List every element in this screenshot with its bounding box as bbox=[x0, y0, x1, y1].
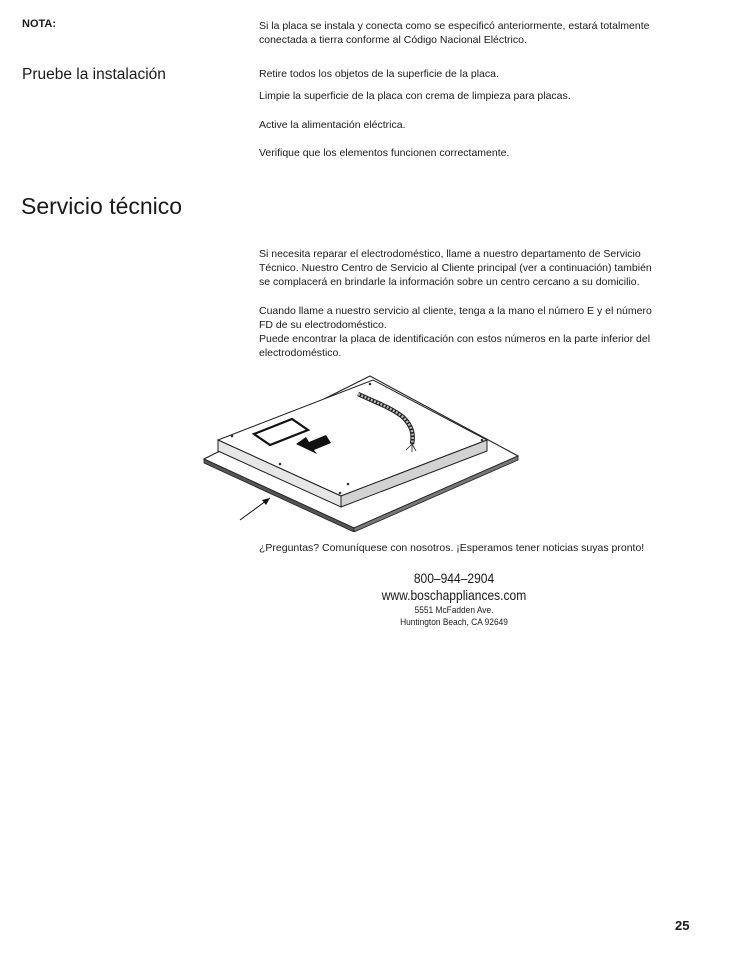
test-step: Active la alimentación eléctrica. bbox=[259, 119, 406, 131]
cooktop-underside-illustration bbox=[200, 372, 520, 532]
phone-number: 800–944–2904 bbox=[413, 570, 495, 586]
service-text-line: Puede encontrar la placa de identificación con estos números en la parte inferior del bbox=[259, 333, 651, 345]
service-text-line: se complacerá en brindarle la información sobre un centro cercano a su domicilio. bbox=[259, 276, 640, 288]
test-step: Limpie la superficie de la placa con crema de limpieza para placas. bbox=[259, 90, 571, 102]
service-text-line: Si necesita reparar el electrodoméstico, llame a nuestro departamento de Servicio bbox=[259, 248, 641, 260]
service-paragraph-1 bbox=[259, 247, 719, 289]
questions-text: ¿Preguntas? Comuníquese con nosotros. ¡Esperamos tener noticias suyas pronto! bbox=[259, 542, 645, 554]
page-number: 25 bbox=[675, 918, 690, 933]
nota-text-line: Si la placa se instala y conecta como se especificó anteriormente, estará totalmente bbox=[259, 20, 650, 32]
screw-icon bbox=[369, 383, 372, 386]
address-line: 5551 McFadden Ave. bbox=[414, 605, 494, 616]
service-text-line: FD de su electrodoméstico. bbox=[259, 319, 387, 331]
nota-text bbox=[259, 19, 719, 47]
test-install-heading: Pruebe la instalación bbox=[22, 66, 166, 83]
service-text-line: electrodoméstico. bbox=[259, 347, 342, 359]
contact-block bbox=[259, 570, 649, 629]
screw-icon bbox=[339, 492, 342, 495]
service-text-line: Cuando llame a nuestro servicio al cliente, tenga a la mano el número E y el número bbox=[259, 305, 652, 317]
nota-text-line: conectada a tierra conforme al Código Nacional Eléctrico. bbox=[259, 34, 527, 46]
screw-icon bbox=[481, 439, 484, 442]
test-step: Verifique que los elementos funcionen correctamente. bbox=[259, 147, 510, 159]
website-link[interactable]: www.boschappliances.com bbox=[381, 587, 527, 603]
nota-label: NOTA: bbox=[22, 18, 57, 30]
screw-icon bbox=[279, 463, 282, 466]
test-step: Retire todos los objetos de la superficie de la placa. bbox=[259, 68, 499, 80]
address-line: Huntington Beach, CA 92649 bbox=[400, 617, 508, 628]
service-text-line: Técnico. Nuestro Centro de Servicio al Cliente principal (ver a continuación) también bbox=[259, 262, 652, 274]
leader-arrowhead-icon bbox=[262, 498, 270, 505]
screw-icon bbox=[347, 483, 350, 486]
screw-icon bbox=[231, 435, 234, 438]
service-heading: Servicio técnico bbox=[21, 193, 183, 219]
service-paragraph-2 bbox=[259, 304, 719, 360]
